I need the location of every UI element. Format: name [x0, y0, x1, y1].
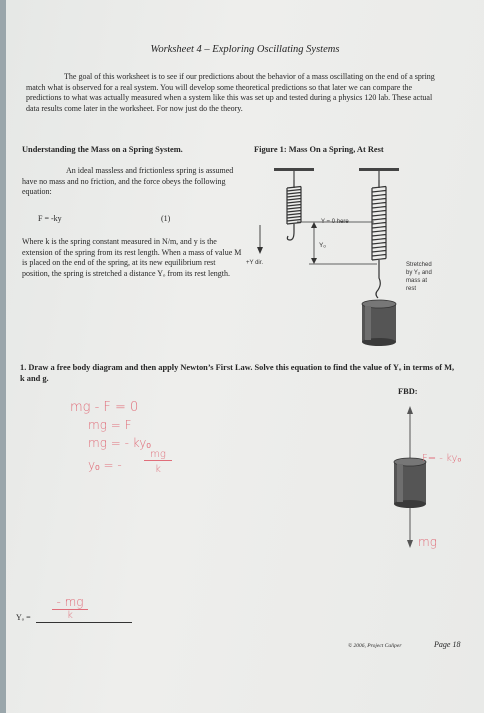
fbd-label: FBD:: [398, 387, 418, 396]
section-heading: Understanding the Mass on a Spring System.: [22, 145, 183, 154]
spring-coil-right: [372, 180, 386, 298]
support-bar-right: [359, 168, 399, 171]
copyright: © 2006, Project Caliper: [348, 643, 402, 649]
arrow-up-icon: [407, 406, 413, 414]
stretched-label-4: rest: [406, 286, 417, 292]
page-number: Page 18: [434, 640, 461, 649]
intro-paragraph: The goal of this worksheet is to see if our predictions about the behavior of a mass oscillating on the end of a spring match what is observed for a real system. You will develop some theoretical predictions so that later we can compare the predictions to what was actually measured when a system like this was set up and tested during a physics 120 lab. These actual data results come later in the worksheet. For now just do the theory.: [26, 72, 435, 113]
worksheet-title: Worksheet 4 – Exploring Oscillating Systems: [150, 44, 340, 55]
support-bar-left: [274, 168, 314, 171]
answer-label: Yₒ =: [16, 613, 31, 622]
figure-caption: Figure 1: Mass On a Spring, At Rest: [254, 145, 384, 154]
hw-force-up: F= - kyₒ: [422, 453, 462, 464]
equation-number: (1): [161, 214, 171, 223]
hw-line-3: mg = - kyₒ: [88, 436, 151, 450]
hw-line-4-den: k: [155, 464, 161, 475]
hw-line-1: mg - F = 0: [70, 400, 139, 415]
hw-line-4-num: mg: [144, 449, 172, 461]
y-zero-label: Y = 0 here: [321, 219, 349, 225]
spring-coil-left: [287, 180, 301, 240]
hw-answer-den: k: [67, 610, 73, 621]
yo-label: Yₒ: [319, 242, 326, 249]
hw-answer-num: - mg: [52, 595, 88, 610]
spring-figure: [234, 160, 444, 350]
hw-line-4: yₒ = -: [88, 458, 122, 472]
arrow-down-icon: [407, 540, 413, 548]
hookes-law-equation: F = -ky: [38, 214, 62, 223]
hw-force-down: mg: [418, 535, 437, 549]
fbd-mass: [394, 458, 426, 508]
spring-constant-paragraph: Where k is the spring constant measured in N/m, and y is the extension of the spring from its rest length. When a mass of value M is placed on the end of the spring, at its new equilibrium rest position, the spring is stretched a distance Yₒ from its rest length.: [22, 237, 242, 278]
stretched-label-2: by Yₒ and: [406, 270, 432, 276]
spring-description: An ideal massless and frictionless spring is assumed have no mass and no friction, and the force obeys the following equation:: [22, 166, 234, 196]
hanging-mass: [362, 300, 396, 346]
question-1: 1. Draw a free body diagram and then apply Newton’s First Law. Solve this equation to find the value of Yₒ in terms of M, k and g.: [20, 363, 455, 383]
stretched-label-1: Stretched: [406, 262, 432, 268]
answer-line: [36, 622, 132, 623]
hw-line-2: mg = F: [88, 418, 132, 432]
worksheet-page: [6, 0, 484, 713]
stretched-label-3: mass at: [406, 278, 428, 284]
plus-y-label: +Y dir.: [246, 260, 264, 266]
